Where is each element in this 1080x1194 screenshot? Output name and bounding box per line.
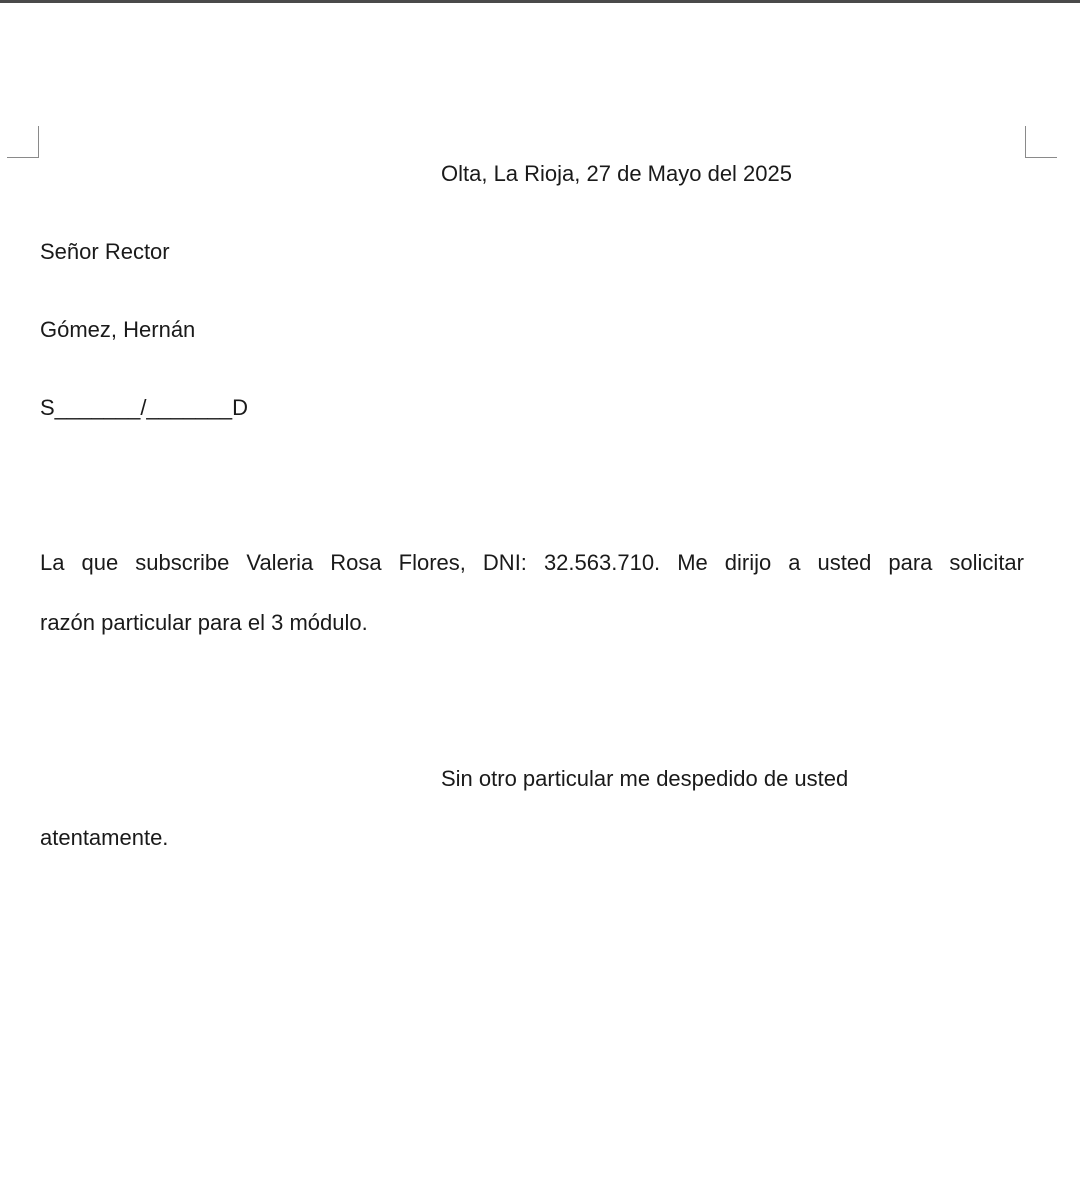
recipient-name: Gómez, Hernán: [40, 317, 196, 342]
date-line: Olta, La Rioja, 27 de Mayo del 2025: [441, 161, 793, 186]
closing-line-1: Sin otro particular me despedido de usted: [441, 766, 849, 791]
body-paragraph-line-2: razón particular para el 3 módulo.: [40, 610, 368, 635]
margin-corner-mark-right: [1025, 126, 1057, 158]
recipient-title: Señor Rector: [40, 239, 170, 264]
page-top-border: [0, 0, 1080, 3]
closing-line-2: atentamente.: [40, 825, 169, 850]
margin-corner-mark-left: [7, 126, 39, 158]
su-despacho-line: S_______/_______D: [40, 395, 248, 420]
body-paragraph-line-1: La que subscribe Valeria Rosa Flores, DNI: 32.563.710. Me dirijo a usted para solicitar: [40, 550, 1024, 575]
